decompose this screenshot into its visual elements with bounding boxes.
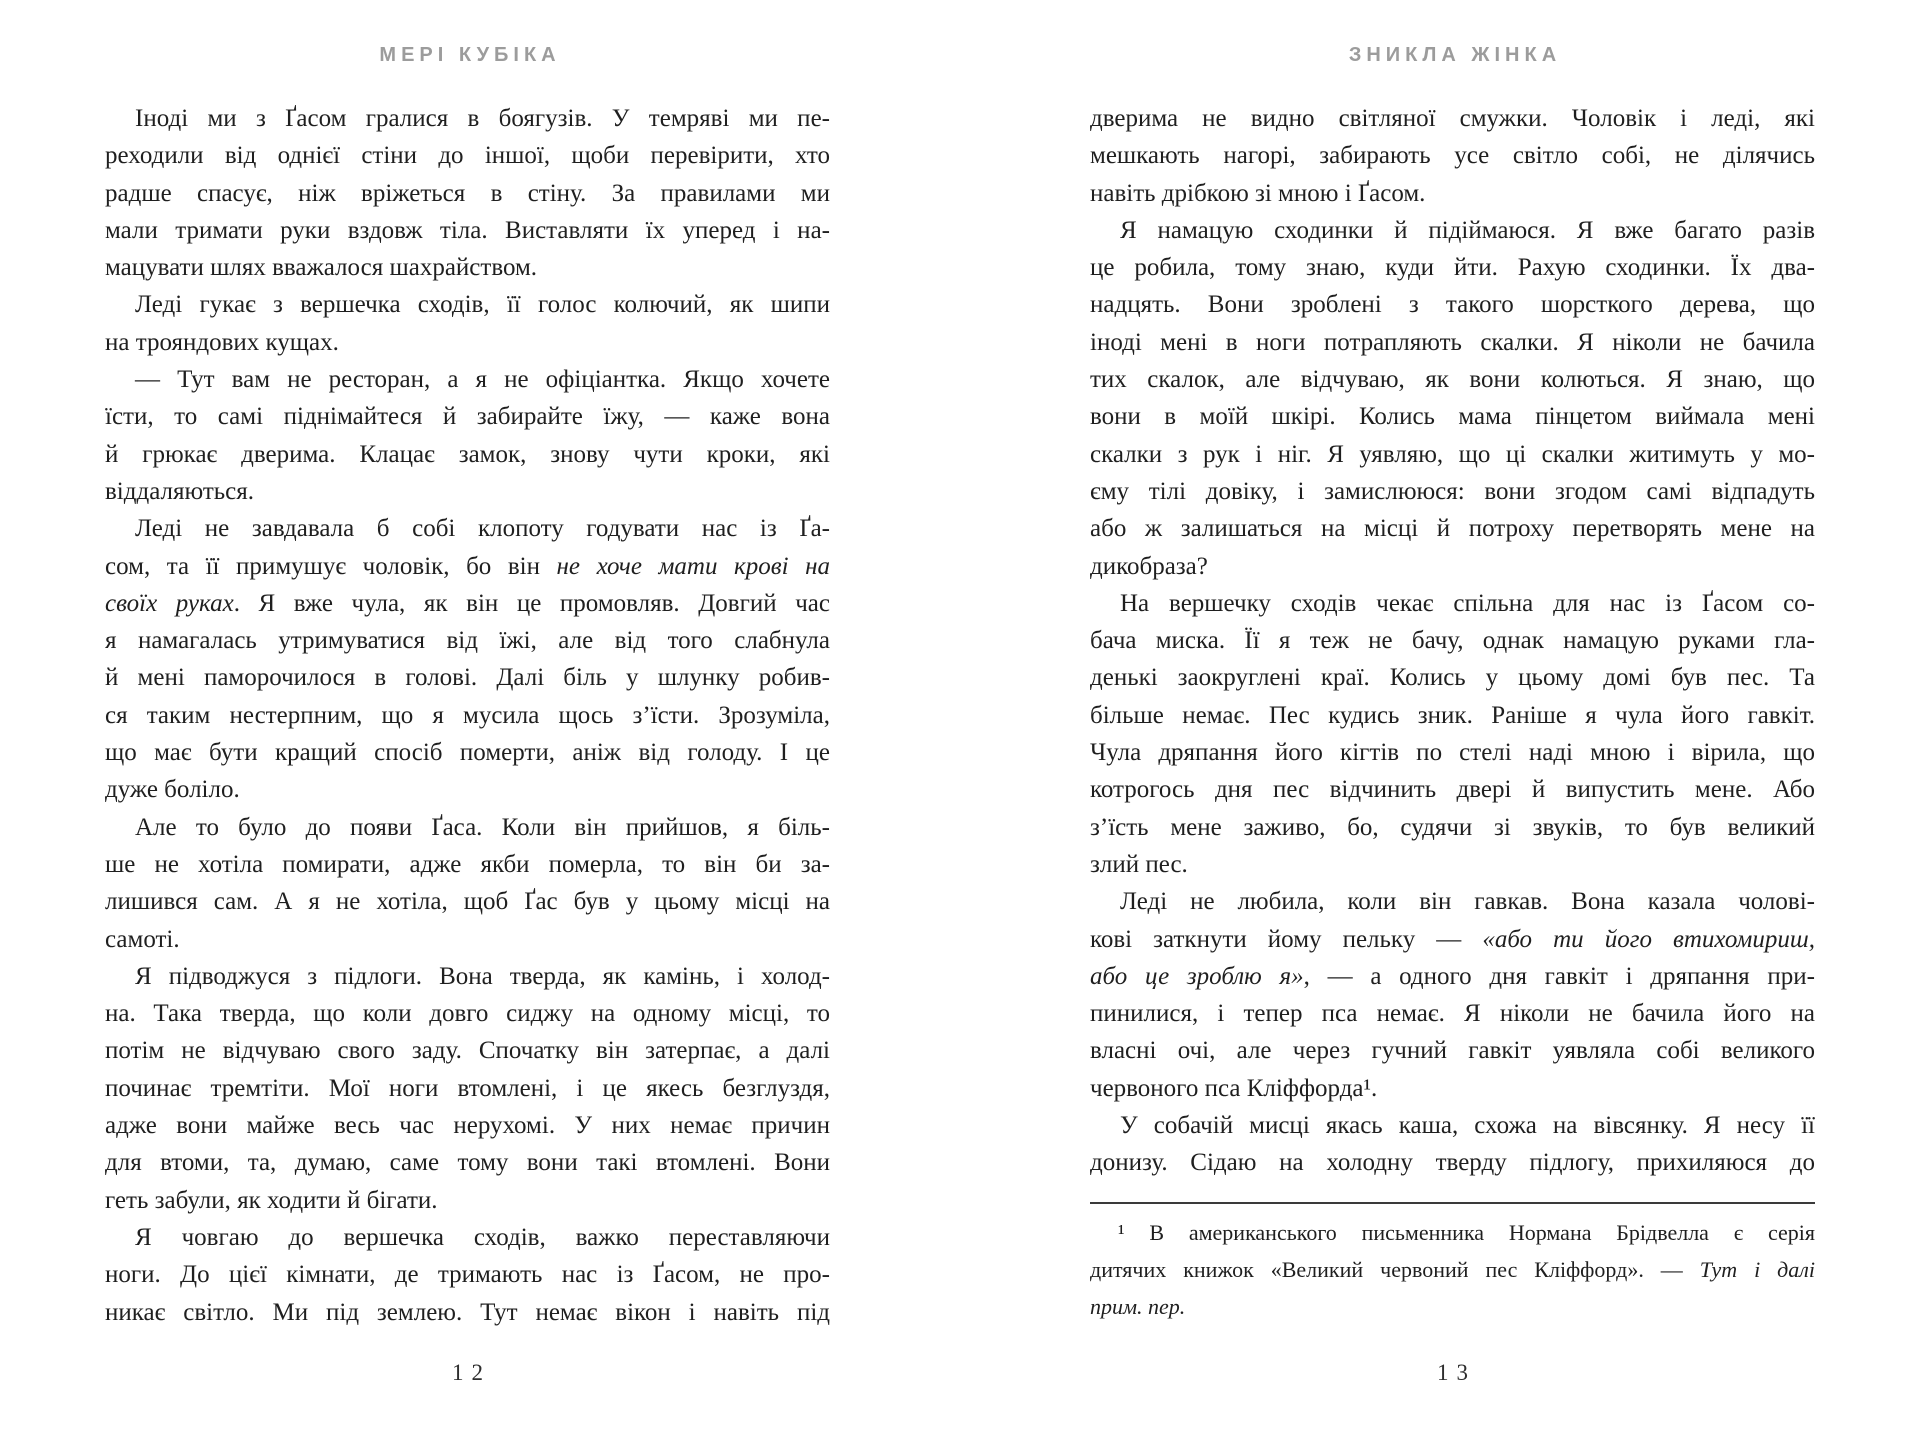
text-line: Чула дряпання його кігтів по стелі наді мною і вірила, що [1090,739,1815,767]
text-line: потім не відчуваю свого заду. Спочатку він затерпає, а далі [105,1037,830,1065]
text-line: й мені паморочилося в голові. Далі біль у шлунку робив- [105,664,830,692]
text-line: донизу. Сідаю на холодну тверду підлогу, прихиляюся до [1090,1149,1815,1177]
text-line: Леді не завдавала б собі клопоту годувати нас із Ґа- [135,515,830,543]
text-line: більше немає. Пес кудись зник. Раніше я чула його гавкіт. [1090,701,1815,729]
text-line: адже вони майже весь час нерухомі. У них немає причин [105,1112,830,1140]
text-line: тих скалок, але відчуваю, як вони колються. Я знаю, що [1090,366,1815,394]
text-line: на трояндових кущах. [105,328,339,356]
text-line: на. Така тверда, що коли довго сиджу на одному місці, то [105,1000,830,1028]
text-line: самоті. [105,925,180,953]
book-page-left [105,0,830,1440]
text-line: дитячих книжок «Великий червоний пес Кліффорд». — Тут і далі [1090,1257,1815,1282]
text-line: червоного пса Кліффорда¹. [1090,1074,1378,1102]
text-line: котрогось дня пес відчинить двері й випустить мене. Або [1090,776,1815,804]
text-line: злий пес. [1090,850,1188,878]
text-line: це робила, тому знаю, куди йти. Рахую сходинки. Їх два- [1090,254,1815,282]
text-line: іноді мені в ноги потрапляють скалки. Я ніколи не бачила [1090,328,1815,356]
text-line: пинилися, і тепер пса немає. Я ніколи не бачила його на [1090,1000,1815,1028]
text-line: або ж залишаться на місці й потроху перетворять мене на [1090,515,1815,543]
text-line: дикобраза? [1090,552,1208,580]
text-line: мали тримати руки вздовж тіла. Виставляти їх уперед і на- [105,216,830,244]
text-line: кові заткнути йому пельку — «або ти його втихомириш, [1090,925,1815,953]
text-line: власні очі, але через гучний гавкіт уявляла собі великого [1090,1037,1815,1065]
running-head-author: МЕРІ КУБІКА [379,44,561,66]
page-number-left: 12 [452,1360,491,1385]
text-line: для втоми, та, думаю, саме тому вони такі втомлені. Вони [105,1149,830,1177]
text-line: прим. пер. [1090,1294,1186,1319]
text-line: реходили від однієї стіни до іншої, щоби перевірити, хто [105,142,830,170]
text-line: або це зроблю я», — а одного дня гавкіт і дряпання при- [1090,962,1815,990]
text-line: геть забули, як ходити й бігати. [105,1186,438,1214]
text-line: що має бути кращий спосіб померти, аніж від голоду. І це [105,739,830,767]
text-line: лишився сам. А я не хотіла, щоб Ґас був у цьому місці на [105,888,830,916]
text-line: ноги. До цієї кімнати, де тримають нас із Ґасом, не про- [105,1261,830,1289]
text-line: радше спасує, ніж вріжеться в стіну. За правилами ми [105,179,830,207]
text-line: єму тілі довіку, і замислююся: вони згодом самі відпадуть [1090,477,1815,505]
page-body-right [1090,100,1815,1182]
footnote-rule [1090,1202,1815,1204]
running-head-title: ЗНИКЛА ЖІНКА [1348,44,1562,66]
page-number-right: 13 [1437,1360,1476,1385]
text-line: никає світло. Ми під землею. Тут немає вікон і навіть під [105,1298,830,1326]
text-line: ше не хотіла помирати, адже якби померла, то він би за- [105,850,830,878]
text-line: віддаляються. [105,477,254,505]
text-line: Але то було до появи Ґаса. Коли він прийшов, я біль- [135,813,830,841]
text-line: денькі заокруглені краї. Колись у цьому домі був пес. Та [1090,664,1815,692]
text-line: дуже боліло. [105,776,240,804]
text-line: навіть дрібкою зі мною і Ґасом. [1090,179,1426,207]
text-line: Леді не любила, коли він гавкав. Вона казала чолові- [1120,888,1815,916]
page-body-left [105,100,830,1331]
text-line: скалки з рук і ніг. Я уявляю, що ці скалки житимуть у мо- [1090,440,1815,468]
text-line: мацувати шлях вважалося шахрайством. [105,254,538,282]
text-line: — Тут вам не ресторан, а я не офіціантка. Якщо хочете [135,366,830,394]
text-line: починає тремтіти. Мої ноги втомлені, і це якесь безглуздя, [105,1074,830,1102]
text-line: дверима не видно світляної смужки. Чоловік і леді, які [1090,105,1815,132]
text-line: з’їсть мене заживо, бо, судячи зі звуків, то був великий [1090,813,1815,841]
text-line: я намагалась утримуватися від їжі, але від того слабнула [105,627,830,655]
text-line: ся таким нестерпним, що я мусила щось з’їсти. Зрозуміла, [105,701,830,729]
text-line: надцять. Вони зроблені з такого шорсткого дерева, що [1090,291,1815,319]
text-line: своїх руках. Я вже чула, як він це промовляв. Довгий час [105,589,830,617]
text-line: На вершечку сходів чекає спільна для нас із Ґасом со- [1120,589,1815,617]
text-line: У собачій мисці якась каша, схожа на вівсянку. Я несу її [1120,1112,1815,1140]
text-line: Я підводжуся з підлоги. Вона тверда, як камінь, і холод- [135,962,830,990]
text-line: мешкають нагорі, забирають усе світло собі, не ділячись [1090,142,1815,170]
text-line: бача миска. Її я теж не бачу, однак намацую руками гла- [1090,627,1815,655]
text-line: їсти, то самі піднімайтеся й забирайте їжу, — каже вона [105,403,830,431]
text-line: Іноді ми з Ґасом гралися в боягузів. У темряві ми пе- [135,105,830,132]
text-line: Леді гукає з вершечка сходів, її голос колючий, як шипи [135,291,830,319]
text-line: Я човгаю до вершечка сходів, важко переставляючи [135,1223,830,1251]
text-line: сом, та її примушує чоловік, бо він не хоче мати крові на [105,552,830,580]
text-line: Я намацую сходинки й підіймаюся. Я вже багато разів [1120,216,1815,244]
footnote-right [1090,1214,1815,1325]
text-line: й грюкає дверима. Клацає замок, знову чути кроки, які [105,440,830,468]
book-page-right [1090,0,1815,1440]
text-line: вони в моїй шкірі. Колись мама пінцетом виймала мені [1090,403,1815,431]
text-line: ¹ В американського письменника Нормана Брідвелла є серія [1118,1220,1815,1245]
